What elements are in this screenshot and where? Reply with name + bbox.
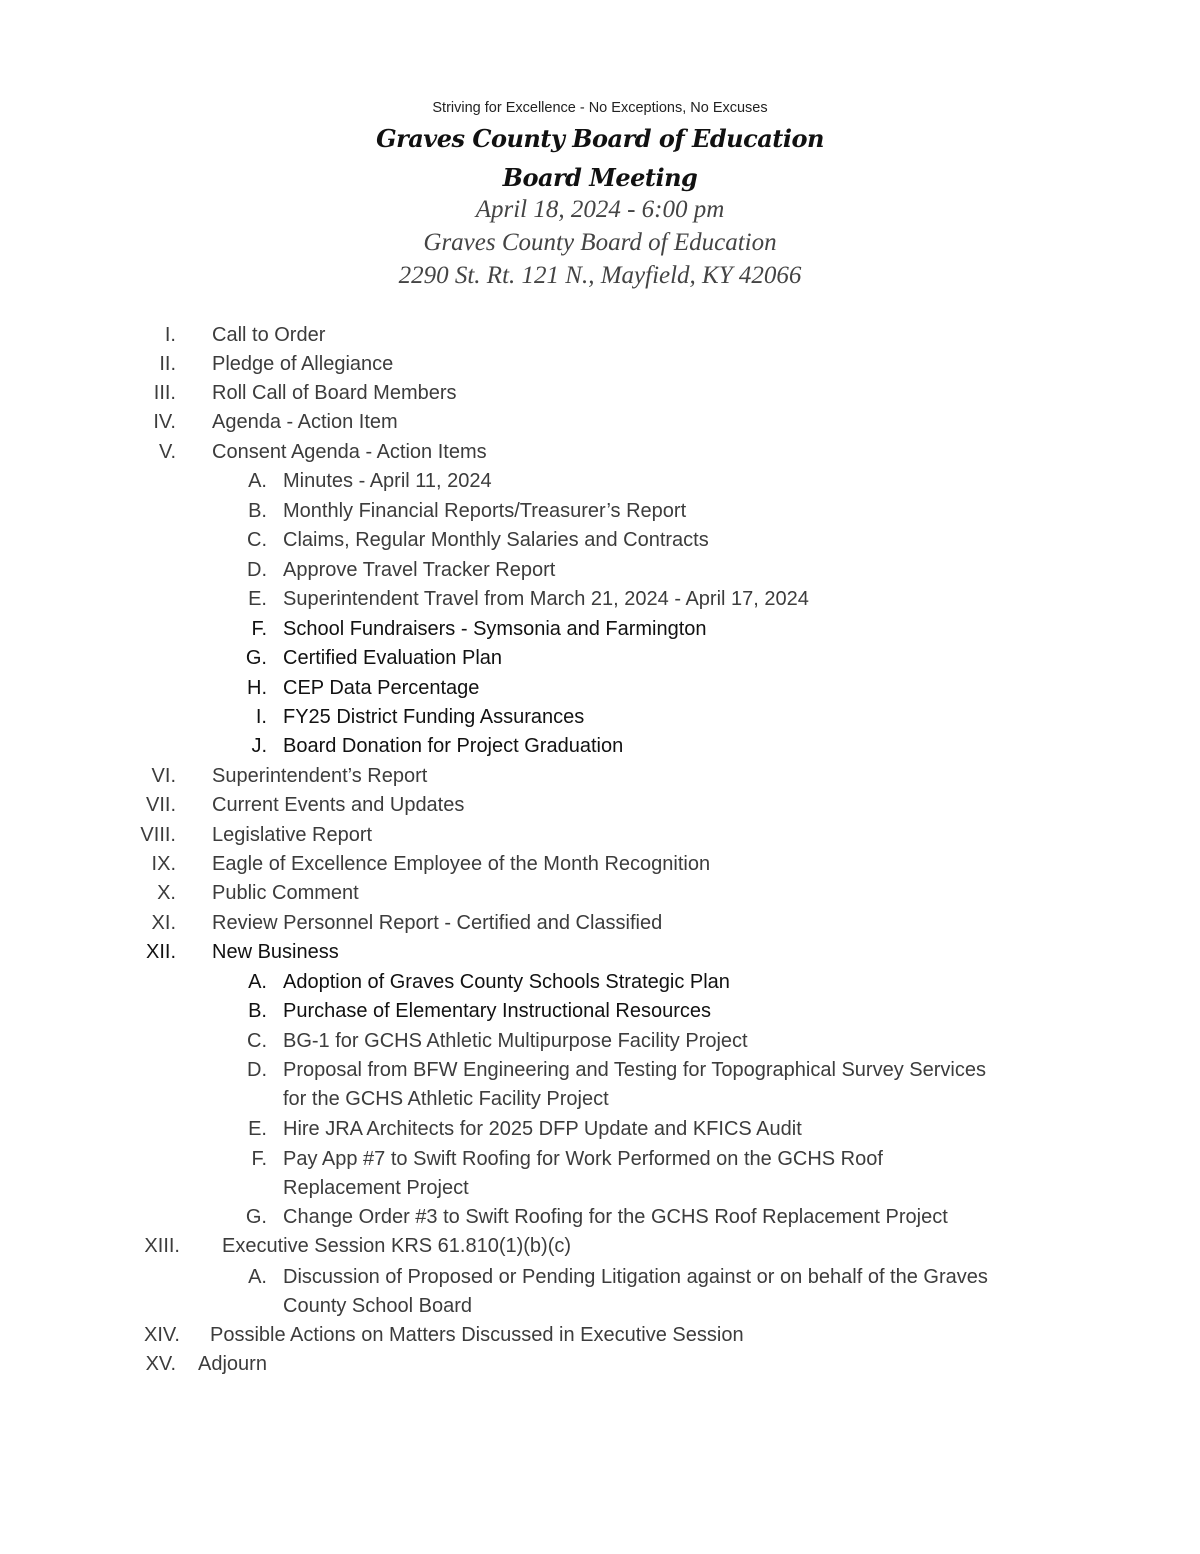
agenda-item-number: XII.: [145, 941, 176, 963]
agenda-item-number: XV.: [145, 1353, 176, 1375]
agenda-item-text: Roll Call of Board Members: [212, 382, 457, 404]
agenda-item-number: III.: [153, 382, 176, 404]
agenda-item-text: Possible Actions on Matters Discussed in Executive Session: [210, 1324, 744, 1346]
agenda-subitem-letter: G.: [245, 647, 267, 669]
agenda-item-text: Eagle of Excellence Employee of the Month Recognition: [212, 853, 711, 875]
agenda-subitem-text: Approve Travel Tracker Report: [283, 559, 556, 581]
agenda-item-number: V.: [158, 441, 176, 463]
agenda-item-number: IV.: [153, 411, 176, 433]
agenda-subitem-letter: E.: [248, 588, 267, 610]
agenda-subitem-letter: I.: [255, 706, 267, 728]
agenda-subitem-letter: D.: [247, 559, 267, 581]
meeting-address: 2290 St. Rt. 121 N., Mayfield, KY 42066: [398, 262, 802, 289]
agenda-subitem-text: Proposal from BFW Engineering and Testing for Topographical Survey Services: [283, 1059, 986, 1081]
agenda-subitem-text: Monthly Financial Reports/Treasurer’s Report: [283, 500, 687, 522]
agenda-item-text: Agenda - Action Item: [212, 411, 398, 433]
agenda-subitem-text: CEP Data Percentage: [283, 677, 480, 699]
agenda-subitem-text: Hire JRA Architects for 2025 DFP Update and KFICS Audit: [283, 1118, 802, 1140]
agenda-item-number: VI.: [151, 765, 176, 787]
agenda-item-number: I.: [164, 324, 176, 346]
agenda-item-number: XI.: [151, 912, 176, 934]
agenda-item-number: X.: [157, 882, 176, 904]
agenda-item-text: New Business: [212, 941, 339, 963]
agenda-item-text: Legislative Report: [212, 824, 373, 846]
agenda-item-text: Consent Agenda - Action Items: [212, 441, 487, 463]
board-title: Graves County Board of Education: [376, 124, 824, 153]
agenda-subitem-letter: H.: [247, 677, 267, 699]
agenda-subitem-text: Claims, Regular Monthly Salaries and Contracts: [283, 529, 709, 551]
agenda-subitem-text: Adoption of Graves County Schools Strategic Plan: [283, 971, 730, 993]
agenda-item-number: XIV.: [144, 1324, 180, 1346]
agenda-subitem-text: for the GCHS Athletic Facility Project: [283, 1088, 609, 1110]
agenda-subitem-letter: A.: [248, 470, 267, 492]
agenda-subitem-letter: E.: [248, 1118, 267, 1140]
agenda-subitem-letter: F.: [251, 1148, 267, 1170]
agenda-item-text: Public Comment: [212, 882, 359, 904]
meeting-location: Graves County Board of Education: [423, 229, 777, 256]
agenda-subitem-text: Superintendent Travel from March 21, 2024 - April 17, 2024: [283, 588, 809, 610]
slogan: Striving for Excellence - No Exceptions, No Excuses: [432, 100, 768, 116]
meeting-title: Board Meeting: [502, 163, 698, 192]
agenda-subitem-letter: B.: [248, 1000, 267, 1022]
meeting-date-time: April 18, 2024 - 6:00 pm: [475, 196, 725, 223]
agenda-item-number: VIII.: [140, 824, 176, 846]
agenda-item-text: Call to Order: [212, 324, 326, 346]
agenda-item-text: Pledge of Allegiance: [212, 353, 394, 375]
agenda-subitem-text: Board Donation for Project Graduation: [283, 735, 624, 757]
agenda-item-text: Review Personnel Report - Certified and Classified: [212, 912, 663, 934]
agenda-subitem-letter: A.: [248, 971, 267, 993]
agenda-item-number: VII.: [145, 794, 176, 816]
agenda-subitem-text: FY25 District Funding Assurances: [283, 706, 585, 728]
agenda-subitem-letter: C.: [247, 1030, 267, 1052]
agenda-subitem-letter: J.: [251, 735, 267, 757]
agenda-subitem-text: County School Board: [283, 1295, 473, 1317]
agenda-subitem-text: Replacement Project: [283, 1177, 469, 1199]
agenda-subitem-text: Change Order #3 to Swift Roofing for the GCHS Roof Replacement Project: [283, 1206, 948, 1228]
agenda-subitem-text: Pay App #7 to Swift Roofing for Work Performed on the GCHS Roof: [283, 1148, 883, 1170]
agenda-subitem-text: School Fundraisers - Symsonia and Farmington: [283, 618, 707, 640]
agenda-subitem-text: Minutes - April 11, 2024: [283, 470, 492, 492]
agenda-subitem-letter: C.: [247, 529, 267, 551]
agenda-item-number: XIII.: [144, 1235, 180, 1257]
agenda-subitem-text: Discussion of Proposed or Pending Litigation against or on behalf of the Graves: [283, 1266, 988, 1288]
agenda-item-text: Superintendent’s Report: [212, 765, 428, 787]
agenda-item-text: Current Events and Updates: [212, 794, 465, 816]
agenda-item-number: II.: [159, 353, 176, 375]
agenda-subitem-text: BG-1 for GCHS Athletic Multipurpose Facility Project: [283, 1030, 748, 1052]
agenda-item-number: IX.: [151, 853, 176, 875]
agenda-item-text: Adjourn: [198, 1353, 267, 1375]
agenda-item-text: Executive Session KRS 61.810(1)(b)(c): [222, 1235, 572, 1257]
agenda-subitem-letter: D.: [247, 1059, 267, 1081]
agenda-subitem-text: Purchase of Elementary Instructional Resources: [283, 1000, 711, 1022]
agenda-subitem-letter: B.: [248, 500, 267, 522]
agenda-subitem-letter: G.: [245, 1206, 267, 1228]
agenda-subitem-letter: A.: [248, 1266, 267, 1288]
agenda-subitem-text: Certified Evaluation Plan: [283, 647, 503, 669]
agenda-subitem-letter: F.: [251, 618, 267, 640]
